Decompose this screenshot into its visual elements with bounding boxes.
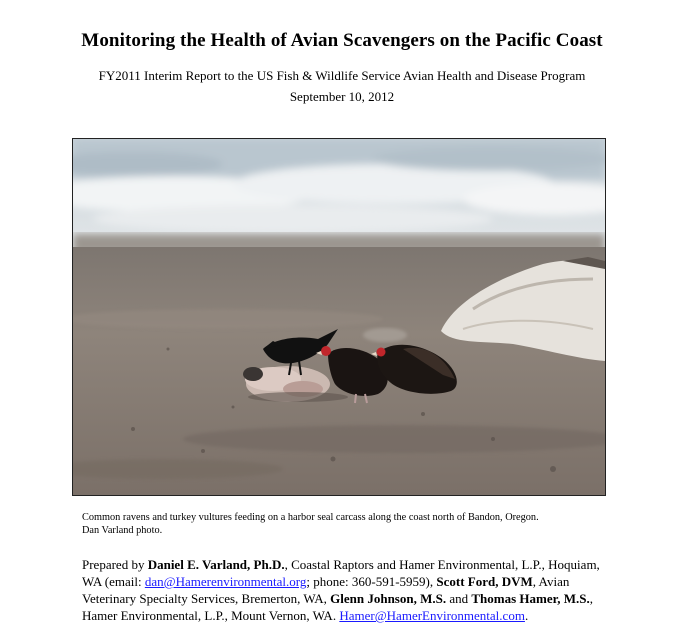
caption-line-1: Common ravens and turkey vultures feeding on a harbor seal carcass along the coast north of Bandon, Oregon. xyxy=(82,512,539,523)
author-hamer: Thomas Hamer, M.S. xyxy=(471,591,590,606)
beach-scene-illustration xyxy=(73,139,605,495)
email-link-varland[interactable]: dan@Hamerenvironmental.org xyxy=(144,574,307,589)
email-link-hamer[interactable]: Hamer@HamerEnvironmental.com xyxy=(339,608,525,623)
caption-line-2: Dan Varland photo. xyxy=(82,525,163,536)
prepared-text-7: . xyxy=(524,608,529,623)
prepared-text-3: ; phone: 360-591-5959), xyxy=(306,574,437,589)
author-johnson: Glenn Johnson, M.S. xyxy=(330,591,447,606)
prepared-text-6: , Hamer Environmental, L.P., Mount Vernon, WA. xyxy=(82,591,593,623)
report-title: Monitoring the Health of Avian Scavengers on the Pacific Coast xyxy=(81,30,603,51)
author-varland: Daniel E. Varland, Ph.D. xyxy=(147,557,285,572)
prepared-text-2: , Coastal Raptors and Hamer Environmental, L.P., Hoquiam, WA (email: xyxy=(82,557,600,589)
cover-photo xyxy=(72,138,606,496)
report-subtitle: FY2011 Interim Report to the US Fish & Wildlife Service Avian Health and Disease Program xyxy=(98,68,586,83)
prepared-by-paragraph xyxy=(82,556,622,624)
prepared-text-1: Prepared by xyxy=(82,557,148,572)
prepared-text-4: , Avian Veterinary Specialty Services, Bremerton, WA, xyxy=(82,574,570,606)
report-date: September 10, 2012 xyxy=(289,89,395,104)
prepared-text-5: and xyxy=(446,591,472,606)
photo-caption xyxy=(82,511,612,537)
author-ford: Scott Ford, DVM xyxy=(436,574,533,589)
